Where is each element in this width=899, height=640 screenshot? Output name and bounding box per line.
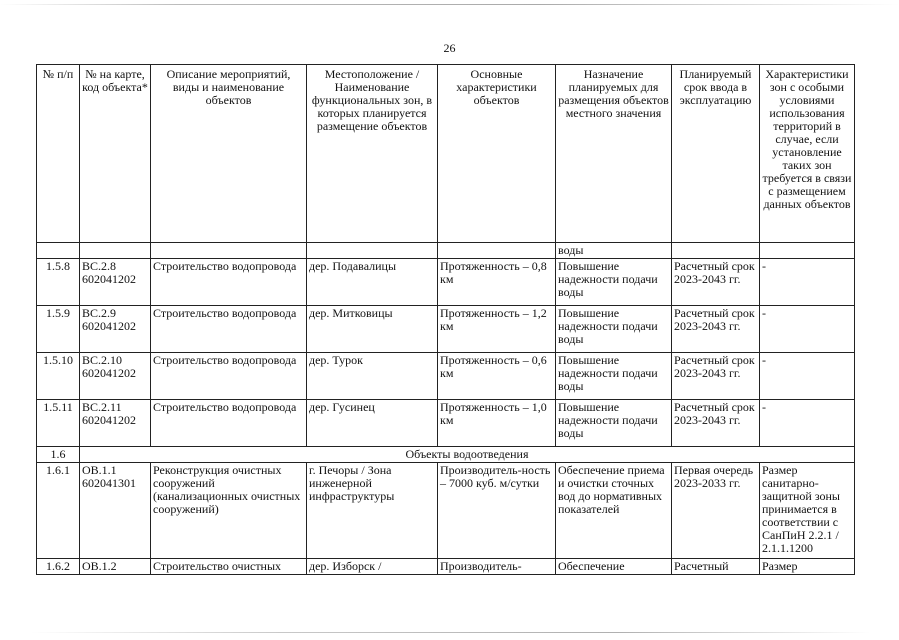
table-row bbox=[37, 559, 855, 575]
row-location: г. Печоры / Зона инженерной инфраструктуры bbox=[307, 463, 438, 559]
header-characteristics: Основные характеристики объектов bbox=[438, 65, 556, 243]
row-code: ВС.2.9 602041202 bbox=[80, 306, 151, 353]
row-code: ВС.2.10 602041202 bbox=[80, 353, 151, 400]
header-location: Местоположение / Наименование функциональных зон, в которых планируется размещение объектов bbox=[307, 65, 438, 243]
row-term: Расчетный срок 2023-2043 гг. bbox=[672, 306, 760, 353]
scan-artifact-bottom bbox=[30, 632, 870, 633]
continuation-purpose: воды bbox=[556, 243, 672, 259]
row-code: ВС.2.8 602041202 bbox=[80, 259, 151, 306]
row-num: 1.5.11 bbox=[37, 400, 80, 447]
row-desc: Строительство водопровода bbox=[151, 353, 307, 400]
page-number: 26 bbox=[443, 41, 456, 55]
row-term: Расчетный срок 2023-2043 гг. bbox=[672, 259, 760, 306]
row-desc: Строительство водопровода bbox=[151, 400, 307, 447]
header-zone: Характеристики зон с особыми условиями использования территорий в случае, если установление таких зон требуется в связи с размещением данных объектов bbox=[760, 65, 855, 243]
planning-table bbox=[36, 64, 855, 575]
continuation-row bbox=[37, 243, 855, 259]
row-num: 1.5.10 bbox=[37, 353, 80, 400]
scan-artifact-top bbox=[0, 4, 899, 5]
row-location: дер. Турок bbox=[307, 353, 438, 400]
section-num: 1.6 bbox=[37, 447, 80, 463]
row-desc: Строительство очистных bbox=[151, 559, 307, 575]
row-num: 1.6.2 bbox=[37, 559, 80, 575]
row-term: Расчетный срок 2023-2043 гг. bbox=[672, 353, 760, 400]
row-desc: Строительство водопровода bbox=[151, 306, 307, 353]
header-term: Планируемый срок ввода в эксплуатацию bbox=[672, 65, 760, 243]
header-row bbox=[37, 65, 855, 243]
row-chars: Протяженность – 0,6 км bbox=[438, 353, 556, 400]
row-code: ОВ.1.1 602041301 bbox=[80, 463, 151, 559]
row-desc: Строительство водопровода bbox=[151, 259, 307, 306]
table-row bbox=[37, 306, 855, 353]
row-term: Расчетный bbox=[672, 559, 760, 575]
row-num: 1.6.1 bbox=[37, 463, 80, 559]
row-zone: Размер bbox=[760, 559, 855, 575]
row-purpose: Повышение надежности подачи воды bbox=[556, 259, 672, 306]
row-purpose: Повышение надежности подачи воды bbox=[556, 400, 672, 447]
row-code: ВС.2.11 602041202 bbox=[80, 400, 151, 447]
row-code: ОВ.1.2 bbox=[80, 559, 151, 575]
row-location: дер. Митковицы bbox=[307, 306, 438, 353]
row-location: дер. Подавалицы bbox=[307, 259, 438, 306]
section-row bbox=[37, 447, 855, 463]
row-num: 1.5.8 bbox=[37, 259, 80, 306]
row-purpose: Повышение надежности подачи воды bbox=[556, 306, 672, 353]
table-row bbox=[37, 400, 855, 447]
row-location: дер. Гусинец bbox=[307, 400, 438, 447]
header-description: Описание мероприятий, виды и наименование объектов bbox=[151, 65, 307, 243]
row-zone: - bbox=[760, 259, 855, 306]
row-zone: - bbox=[760, 306, 855, 353]
row-purpose: Обеспечение приема и очистки сточных вод до нормативных показателей bbox=[556, 463, 672, 559]
row-zone: - bbox=[760, 353, 855, 400]
row-purpose: Обеспечение bbox=[556, 559, 672, 575]
table-row bbox=[37, 353, 855, 400]
row-chars: Протяженность – 1,2 км bbox=[438, 306, 556, 353]
row-chars: Производитель- bbox=[438, 559, 556, 575]
row-desc: Реконструкция очистных сооружений (канализационных очистных сооружений) bbox=[151, 463, 307, 559]
row-purpose: Повышение надежности подачи воды bbox=[556, 353, 672, 400]
table-row bbox=[37, 463, 855, 559]
row-term: Расчетный срок 2023-2043 гг. bbox=[672, 400, 760, 447]
section-title: Объекты водоотведения bbox=[80, 447, 855, 463]
header-purpose: Назначение планируемых для размещения объектов местного значения bbox=[556, 65, 672, 243]
row-location: дер. Изборск / bbox=[307, 559, 438, 575]
header-map-code: № на карте, код объекта* bbox=[80, 65, 151, 243]
table-row bbox=[37, 259, 855, 306]
row-zone: Размер санитарно-защитной зоны принимается в соответствии с СанПиН 2.2.1 / 2.1.1.1200 bbox=[760, 463, 855, 559]
row-zone: - bbox=[760, 400, 855, 447]
header-num: № п/п bbox=[37, 65, 80, 243]
row-num: 1.5.9 bbox=[37, 306, 80, 353]
row-chars: Протяженность – 0,8 км bbox=[438, 259, 556, 306]
row-term: Первая очередь 2023-2033 гг. bbox=[672, 463, 760, 559]
row-chars: Производитель-ность – 7000 куб. м/сутки bbox=[438, 463, 556, 559]
row-chars: Протяженность – 1,0 км bbox=[438, 400, 556, 447]
